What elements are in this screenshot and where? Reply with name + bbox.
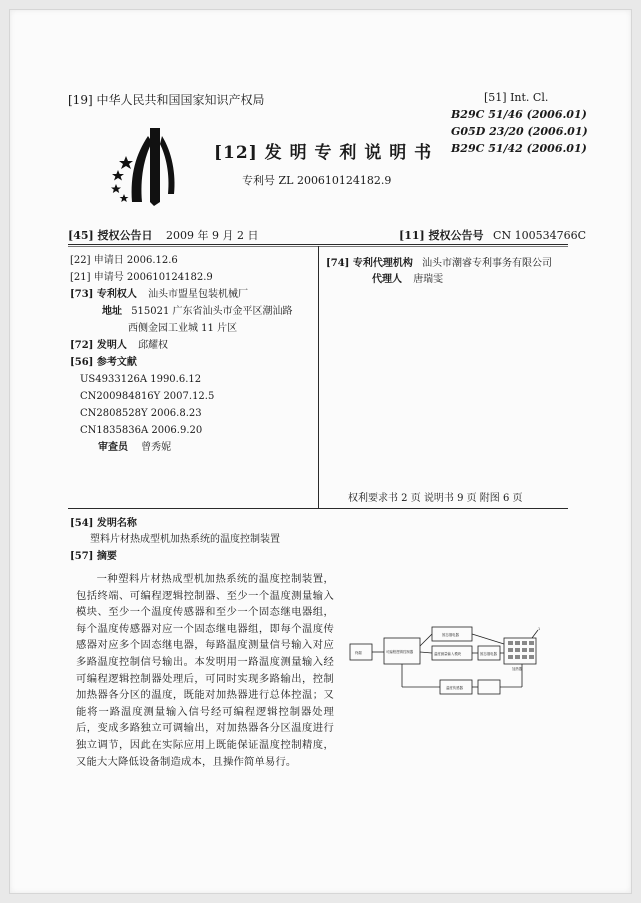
abstract-figure — [346, 624, 544, 704]
address — [102, 305, 293, 318]
examiner-label: 审查员 — [98, 442, 128, 453]
inventor — [70, 339, 168, 352]
examiner-value: 曾秀妮 — [141, 442, 172, 453]
address-line-2: 西侧金园工业城 11 片区 — [128, 323, 238, 334]
bibliographic-fields — [70, 254, 315, 454]
divider — [68, 244, 568, 245]
references-label: [56] 参考文献 — [70, 357, 137, 368]
column-divider — [318, 246, 319, 508]
patentee-value: 汕头市盟星包装机械厂 — [148, 289, 249, 300]
publication-number-label: [11] 授权公告号 — [399, 229, 484, 242]
patent-page — [10, 10, 631, 893]
agent — [372, 270, 443, 285]
filing-date: [22] 申请日 2006.12.6 — [70, 255, 178, 266]
figure-label-number: 1 — [538, 627, 541, 631]
reference-item: CN200984816Y 2007.12.5 — [80, 391, 215, 402]
publication-number — [399, 227, 586, 243]
publication-date-value: 2009 年 9 月 2 日 — [166, 229, 259, 242]
figure-label-relay-mid: 固态继电器 — [480, 652, 497, 656]
patent-number: 专利号 ZL 200610124182.9 — [242, 174, 392, 187]
agency-value: 汕头市潮睿专利事务有限公司 — [422, 258, 553, 269]
int-cl-item: G05D 23/20 (2006.01) — [451, 125, 588, 138]
figure-label-terminal: 终端 — [355, 651, 362, 655]
patentee-label: [73] 专利权人 — [70, 289, 137, 300]
agent-value: 唐瑞雯 — [413, 274, 444, 285]
office-name: [19] 中华人民共和国国家知识产权局 — [68, 93, 265, 107]
figure-label-heater: 加热器 — [512, 667, 523, 671]
application-number: [21] 申请号 200610124182.9 — [70, 272, 213, 283]
figure-label-temp-module: 温度测量输入模块 — [434, 652, 462, 656]
relay-box-bottom — [478, 680, 500, 694]
figure-label-relay: 固态继电器 — [442, 633, 459, 637]
reference-item: CN1835836A 2006.9.20 — [80, 425, 203, 436]
inventor-value: 邱耀权 — [138, 340, 169, 351]
agency-label: [74] 专利代理机构 — [326, 258, 413, 269]
divider — [68, 508, 568, 509]
pages-info: 权利要求书 2 页 说明书 9 页 附图 6 页 — [348, 493, 523, 504]
abstract-paragraph: 一种塑料片材热成型机加热系统的温度控制装置，包括终端、可编程逻辑控制器、至少一个温度测量输入模块、至少一个温度传感器和至少一个固态继电器组，每个温度传感器对应一个固态继电器组，即每个温度传感器对应多个固态继电器，每路温度测量信号输入对应多路温度控制信号输出。本发明用一路温度测量输入经可编程逻辑控制器处理后，可同时实现多路输出，控制加热器各分区的温度，既能对加热器进行总体控温；又能将一路温度测量输入信号经可编程逻辑控制器处理后，变成多路独立可调输出，对加热器各分区温度进行独立调节，因此在实际应用上既能保证温度控制精度，又能大大降低设备制造成本，且操作简单易行。 — [76, 573, 334, 768]
address-label: 地址 — [102, 306, 122, 317]
publication-number-value: CN 100534766C — [493, 229, 586, 242]
publication-date — [68, 227, 259, 243]
int-cl-item: B29C 51/42 (2006.01) — [451, 142, 587, 155]
inventor-label: [72] 发明人 — [70, 340, 127, 351]
abstract-label: [57] 摘要 — [70, 551, 117, 562]
agent-label: 代理人 — [372, 274, 402, 285]
figure-label-sensor: 温度传感器 — [446, 686, 463, 690]
document-type-title: [12] 发 明 专 利 说 明 书 — [214, 143, 433, 163]
address-value: 515021 广东省汕头市金平区潮汕路 — [131, 306, 293, 317]
reference-item: US4933126A 1990.6.12 — [80, 374, 202, 385]
invention-title-label: [54] 发明名称 — [70, 518, 137, 529]
reference-item: CN2808528Y 2006.8.23 — [80, 408, 202, 419]
int-cl-label: [51] Int. Cl. — [484, 91, 549, 104]
agency — [326, 254, 552, 269]
figure-label-plc: 可编程逻辑控制器 — [386, 650, 414, 654]
examiner — [98, 441, 171, 454]
abstract-text — [76, 571, 334, 770]
patentee — [70, 288, 248, 301]
publication-date-label: [45] 授权公告日 — [68, 229, 153, 242]
int-cl-item: B29C 51/46 (2006.01) — [451, 108, 587, 121]
sipo-logo-icon — [102, 122, 202, 214]
invention-title: 塑料片材热成型机加热系统的温度控制装置 — [90, 534, 280, 545]
